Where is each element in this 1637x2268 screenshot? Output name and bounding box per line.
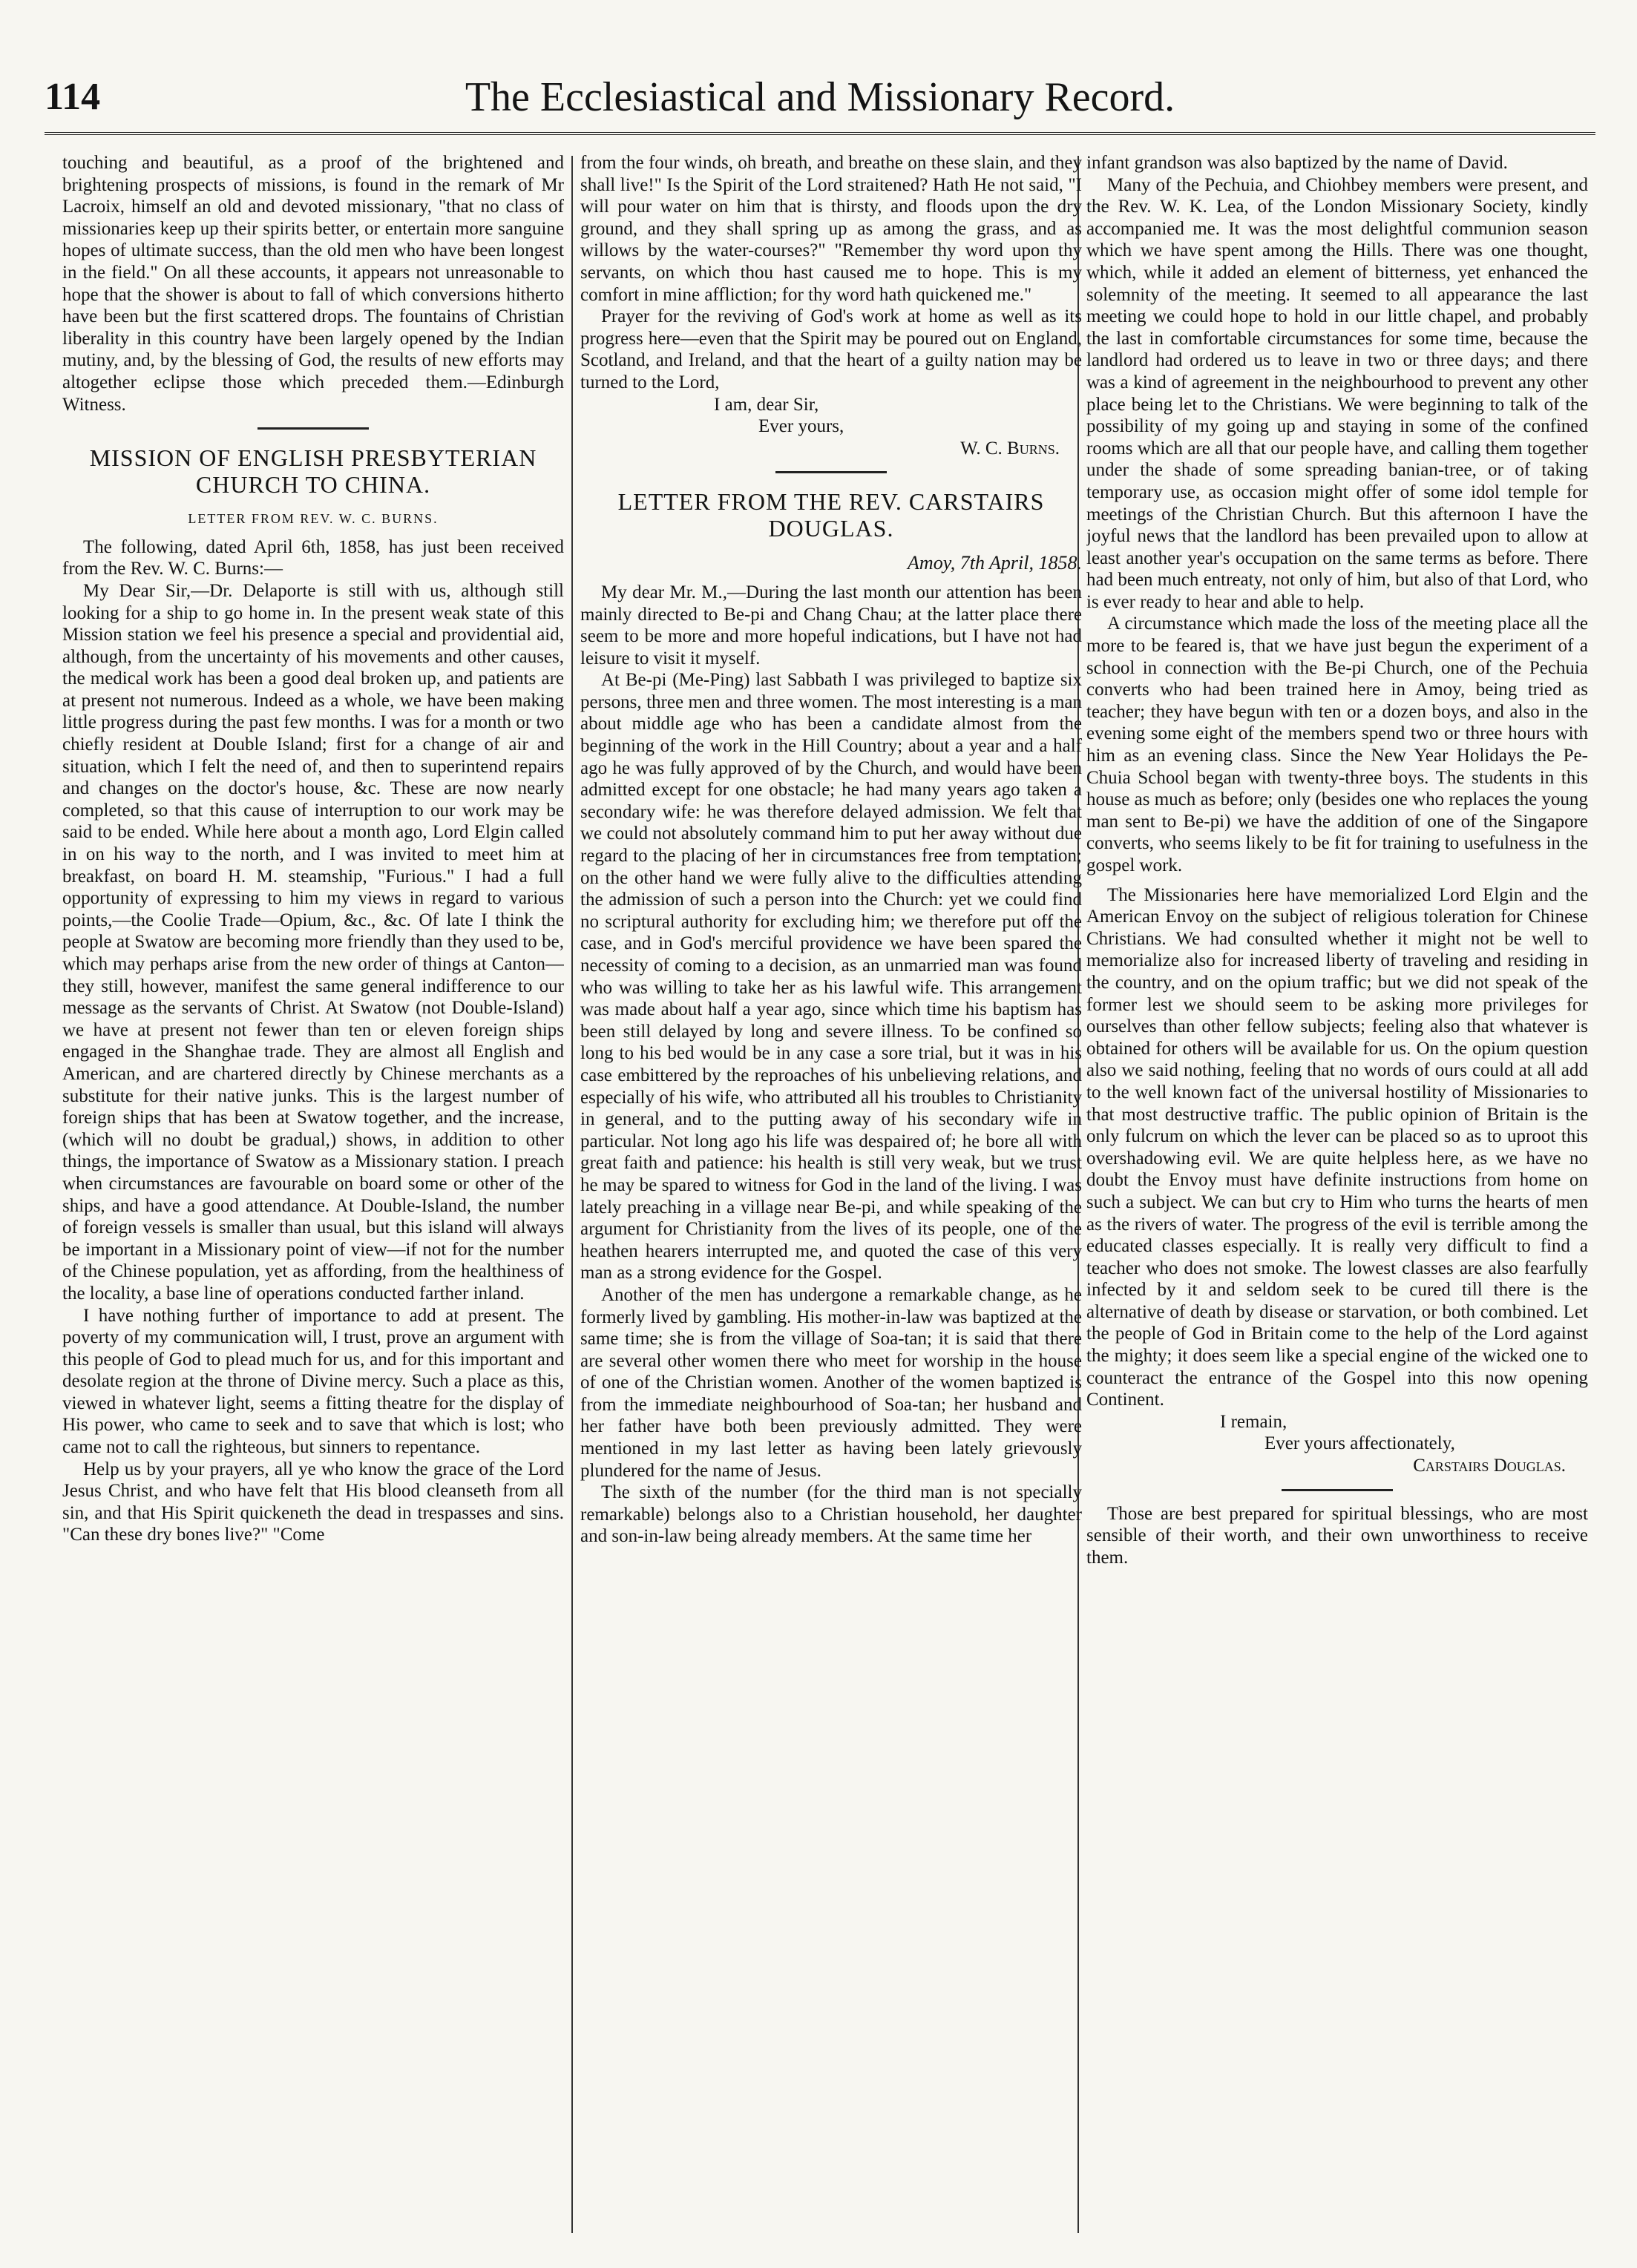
paragraph: infant grandson was also baptized by the name of David. — [1086, 153, 1508, 173]
paragraph-intro: touching and beautiful, as a proof of the brightened and brightening prospects of missions, is found in the remark of Mr Lacroix, himself an old and devoted missionary, "that no class of missionaries keep up their spirits better, or entertain more sanguine hopes of ultimate success, than the old men who have been longest in the field." On all these accounts, it appears not unreasonable to hope that the shower is about to fall of which conversions hitherto have been but the first scattered drops. The fountains of Christian liberality in this country have been largely opened by the Indian mutiny, and, by the blessing of God, the results of new efforts may altogether eclipse those which preceded them.—Edinburgh Witness. — [62, 153, 564, 415]
article-heading-burns: MISSION OF ENGLISH PRESBYTERIAN CHURCH TO CHINA. — [89, 444, 537, 499]
column-divider-1 — [571, 156, 573, 2233]
page-header — [45, 71, 1595, 123]
article-heading-douglas: LETTER FROM THE REV. CARSTAIRS DOUGLAS. — [617, 488, 1045, 542]
paragraph: from the four winds, oh breath, and breathe on these slain, and they shall live!" Is the Spirit of the Lord straitened? Hath He not said, "I will pour water on him that is thirsty, and floods upon the dry ground, and they shall spring up as among the grass, and as willows by the water-courses?" "Remember thy word upon thy servants, on which thou hast caused me to hope. This is my comfort in mine affliction; for thy word hath quickened me." — [580, 153, 1082, 305]
header-rule — [45, 132, 1595, 135]
letter-closing-line: I remain, — [1220, 1411, 1287, 1432]
letter-closing-line: I am, dear Sir, — [714, 394, 819, 415]
letter-closing-line: Ever yours affectionately, — [1264, 1433, 1455, 1454]
paragraph: The following, dated April 6th, 1858, has just been received from the Rev. W. C. Burns:— — [62, 536, 564, 579]
journal-title: The Ecclesiastical and Missionary Record. — [465, 74, 1175, 120]
letter-signature: Carstairs Douglas. — [1413, 1456, 1566, 1476]
paragraph: Many of the Pechuia, and Chiohbey members were present, and the Rev. W. K. Lea, of the London Missionary Society, kindly accompanied me. It was the most delightful communion season which we have spent among the Hills. There was one thought, which, while it added an element of bitterness, yet enhanced the solemnity of the meeting. It seemed to all appearance the last meeting we could hope to hold in our little chapel, and probably the last in comfortable circumstances for some time, because the landlord had ordered us to leave in two or three days; and there was a kind of agreement in the neighbourhood to prevent any other place being let to the Christians. We were beginning to talk of the possibility of my going up and staying in some of the confined rooms which are all that our people have, and calling them together under the shade of some spreading banian-tree, or of taking temporary use, as occasion might offer of some idol temple for meetings of the Christian Church. But this afternoon I have the joyful news that the landlord has been prevailed upon to allow at least another year's occupation on the same terms as before. There had been much entreaty, not only of him, but also of that Lord, who is ever ready to hear and able to help. — [1086, 174, 1588, 612]
paragraph: At Be-pi (Me-Ping) last Sabbath I was privileged to baptize six persons, three men and three women. The most interesting is a man about middle age who has been a candidate almost from the beginning of the work in the Hill Country; about a year and a half ago he was fully approved of by the Church, and would have been admitted except for one obstacle; he had many years ago taken a secondary wife: he was therefore delayed admission. We felt that we could not absolutely command him to put her away without due regard to the placing of her in circumstances free from temptation; on the other hand we were fully alive to the difficulties attending the admission of such a person into the Church: yet we could find no scriptural authority for excluding him; we therefore put off the case, and in God's merciful providence we have been spared the necessity of coming to a decision, as an unmarried man was found who was willing to take her as his lawful wife. This arrangement was made about half a year ago, since which time his baptism has been still delayed by long and severe illness. To be confined so long to his bed would be in any case a sore trial, but it was in his case embittered by the reproaches of his unbelieving relations, and especially of his wife, who attributed all his troubles to Christianity in general, and to the putting away of his secondary wife in particular. Not long ago his life was despaired of; he bore all with great faith and patience: his health is still very weak, but we trust he may be spared to witness for God in the land of the living. I was lately preaching in a village near Be-pi, and while speaking of the argument for Christianity from the lives of its people, one of the heathen hearers interrupted me, and quoted the case of this very man as a strong evidence for the Gospel. — [580, 670, 1082, 1283]
dateline: Amoy, 7th April, 1858. — [908, 552, 1082, 574]
column-1 — [62, 152, 564, 2248]
paragraph: My Dear Sir,—Dr. Delaporte is still with us, although still looking for a ship to go home in. In the present weak state of this Mission station we feel his presence a special and providential aid, although, from the uncertainty of his movements and other causes, the medical work has been a good deal broken up, and patients are at present not numerous. Indeed as a whole, we have been making little progress during the past few months. I was for a month or two chiefly resident at Double Island; first for a change of air and situation, which I felt the need of, and then to superintend repairs and changes on the doctor's house, &c. These are now nearly completed, so that this cause of interruption to our work may be said to be ended. While here about a month ago, Lord Elgin called in on his way to the north, and I was invited to meet him at breakfast, on board H. M. steamship, "Furious." I had a full opportunity of expressing to him my views in regard to various points,—the Coolie Trade—Opium, &c., &c. Of late I think the people at Swatow are becoming more friendly than they used to be, which may perhaps arise from the new order of things at Canton—they still, however, manifest the same general indifference to our message as the servants of Christ. At Swatow (not Double-Island) we have at present not fewer than ten or eleven foreign ships engaged in the Shanghae trade. They are almost all English and American, and are chartered directly by Chinese merchants as a substitute for their native junks. This is the largest number of foreign ships that has been at Swatow together, and the increase, (which will no doubt be gradual,) shows, in addition to other things, the importance of Swatow as a Missionary station. I preach when circumstances are favourable on board some or other of the ships, and have a good attendance. At Double-Island, the number of foreign vessels is smaller than usual, but this island will always be important in a Missionary point of view—if not for the number of the Chinese population, yet as affording, from the healthiness of the locality, a base line of operations conducted farther inland. — [62, 580, 564, 1304]
paragraph: Another of the men has undergone a remarkable change, as he formerly lived by gambling. His mother-in-law was baptized at the same time; she is from the village of Soa-tan; it is said that there are several other women there who meet for worship in the house of one of the Christian women. Another of the women baptized is from the immediate neighbourhood of Soa-tan; her husband and her father have both been previously admitted. They were mentioned in my last letter as having been lately grievously plundered for the name of Jesus. — [580, 1284, 1082, 1481]
paragraph: Help us by your prayers, all ye who know the grace of the Lord Jesus Christ, and who have felt that His blood cleanseth from all sin, and that His Spirit quickeneth the dead in trespasses and sins. "Can these dry bones live?" "Come — [62, 1459, 564, 1545]
letter-signature: W. C. Burns. — [960, 438, 1060, 458]
column-3 — [1086, 152, 1588, 2248]
section-divider — [1282, 1489, 1393, 1491]
paragraph: A circumstance which made the loss of the meeting place all the more to be feared is, that we have just begun the experiment of a school in connection with the Be-pi Church, one of the Pechuia converts who had been trained here in Amoy, being tried as teacher; they have begun with ten or a dozen boys, and also in the evening some eight of the members spend two or three hours with him as an evening class. Since the New Year Holidays the Pe-Chuia School began with twenty-three boys. The students in this house as much as before; only (besides one who replaces the young man sent to Be-pi) we have the addition of one of the Singapore converts, who seems likely to be fit for training to usefulness in the gospel work. — [1086, 614, 1588, 875]
column-2 — [580, 152, 1082, 2248]
paragraph: The Missionaries here have memorialized Lord Elgin and the American Envoy on the subject of religious toleration for Chinese Christians. We had consulted whether it might not be well to memorialize also for increased liberty of traveling and residing in the country, and on the opium traffic; but we did not speak of the former lest we should seem to be asking more privileges for ourselves than other fellow subjects; feeling also that whatever is obtained for others will be available for us. On the opium question also we said nothing, feeling that no words of ours could at all add to the well known fact of the universal hostility of Missionaries to that most destructive traffic. The public opinion of Britain is the only fulcrum on which the lever can be placed so as to uproot this overshadowing evil. We are quite helpless here, as we have no doubt the Envoy must have definite instructions from home on such a subject. We can but cry to Him who turns the hearts of men as the rivers of water. The progress of the evil is terrible among the educated classes especially. It is really very difficult to find a teacher who does not smoke. The lowest classes are also fearfully infected by it and seldom seek to be cured till there is the alternative of death by disease or starvation, or both combined. Let the people of God in Britain come to the help of the Lord against the mighty; it does seem like a special engine of the wicked one to counteract the entrance of the Gospel into this now opening Continent. — [1086, 884, 1588, 1410]
paragraph-final: Those are best prepared for spiritual blessings, who are most sensible of their worth, and their own unworthiness to receive them. — [1086, 1503, 1588, 1568]
section-divider — [257, 427, 369, 430]
paragraph: My dear Mr. M.,—During the last month our attention has been mainly directed to Be-pi and Chang Chau; at the latter place there seem to be more and more hopeful indications, but I have not had leisure to visit it myself. — [580, 582, 1082, 668]
paragraph: I have nothing further of importance to add at present. The poverty of my communication will, I trust, prove an argument with this people of God to plead much for us, and for this important and desolate region at the throne of Divine mercy. Such a place as this, viewed in whatever light, seems a fitting theatre for the display of His power, who came to seek and to save that which is lost; who came not to call the righteous, but sinners to repentance. — [62, 1305, 564, 1458]
article-subheading: LETTER FROM REV. W. C. BURNS. — [188, 511, 439, 527]
paragraph: The sixth of the number (for the third man is not specially remarkable) belongs also to a Christian household, her daughter and son-in-law being already members. At the same time her — [580, 1482, 1082, 1547]
spacer — [1086, 877, 1588, 884]
paragraph: Prayer for the reviving of God's work at home as well as its progress here—even that the Spirit may be poured out on England, Scotland, and Ireland, and that the heart of a guilty nation may be turned to the Lord, — [580, 306, 1082, 392]
letter-closing-line: Ever yours, — [758, 416, 844, 437]
page-number: 114 — [45, 76, 101, 118]
section-divider — [775, 471, 887, 473]
